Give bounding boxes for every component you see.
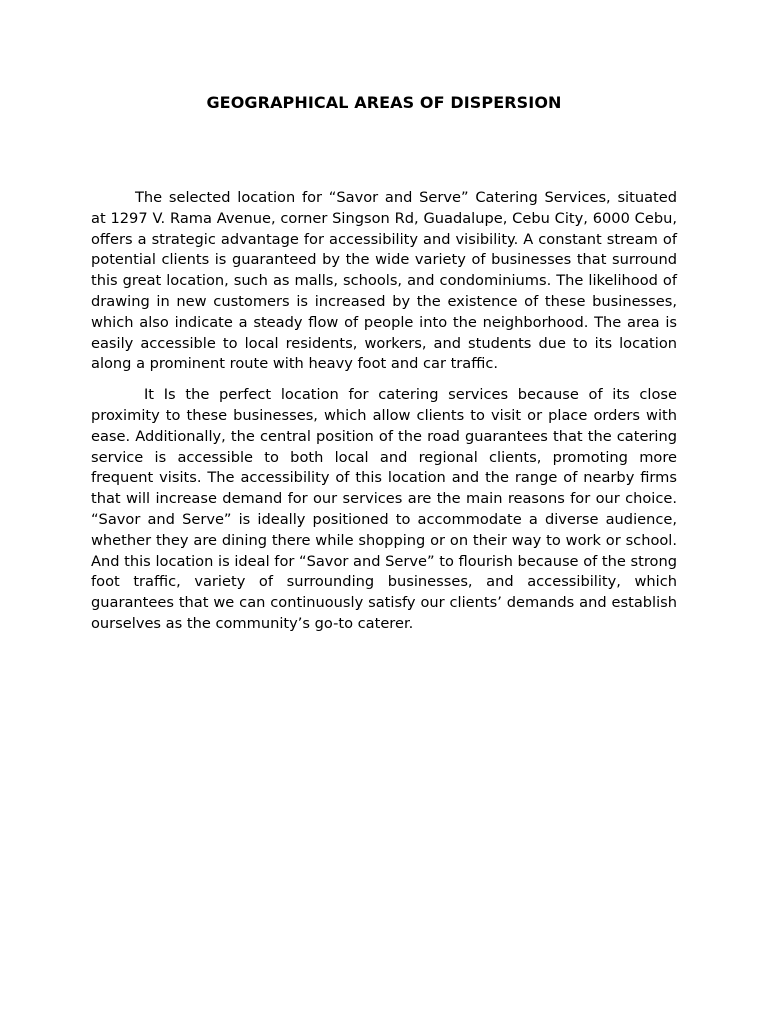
paragraph-location-overview: The selected location for “Savor and Serve” Catering Services, situated at 1297 V. Rama Avenue, corner Singson Rd, Guadalupe, Cebu City, 6000 Cebu, offers a strategic advantage for accessibility and visibility. A constant stream of potential clients is guaranteed by the wide variety of businesses that surround this great location, such as malls, schools, and condominiums. The likelihood of drawing in new customers is increased by the existence of these businesses, which also indicate a steady flow of people into the neighborhood. The area is easily accessible to local residents, workers, and students due to its location along a prominent route with heavy foot and car traffic. — [91, 189, 677, 373]
paragraph-location-advantages: It Is the perfect location for catering services because of its close proximity to these businesses, which allow clients to visit or place orders with ease. Additionally, the central position of the road guarantees that the catering service is accessible to both local and regional clients, promoting more frequent visits. The accessibility of this location and the range of nearby firms that will increase demand for our services are the main reasons for our choice. “Savor and Serve” is ideally positioned to accommodate a diverse audience, whether they are dining there while shopping or on their way to work or school. And this location is ideal for “Savor and Serve” to flourish because of the strong foot traffic, variety of surrounding businesses, and accessibility, which guarantees that we can continuously satisfy our clients’ demands and establish ourselves as the community’s go-to caterer. — [91, 386, 677, 632]
document-body — [91, 188, 677, 645]
document-title: GEOGRAPHICAL AREAS OF DISPERSION — [206, 93, 562, 112]
